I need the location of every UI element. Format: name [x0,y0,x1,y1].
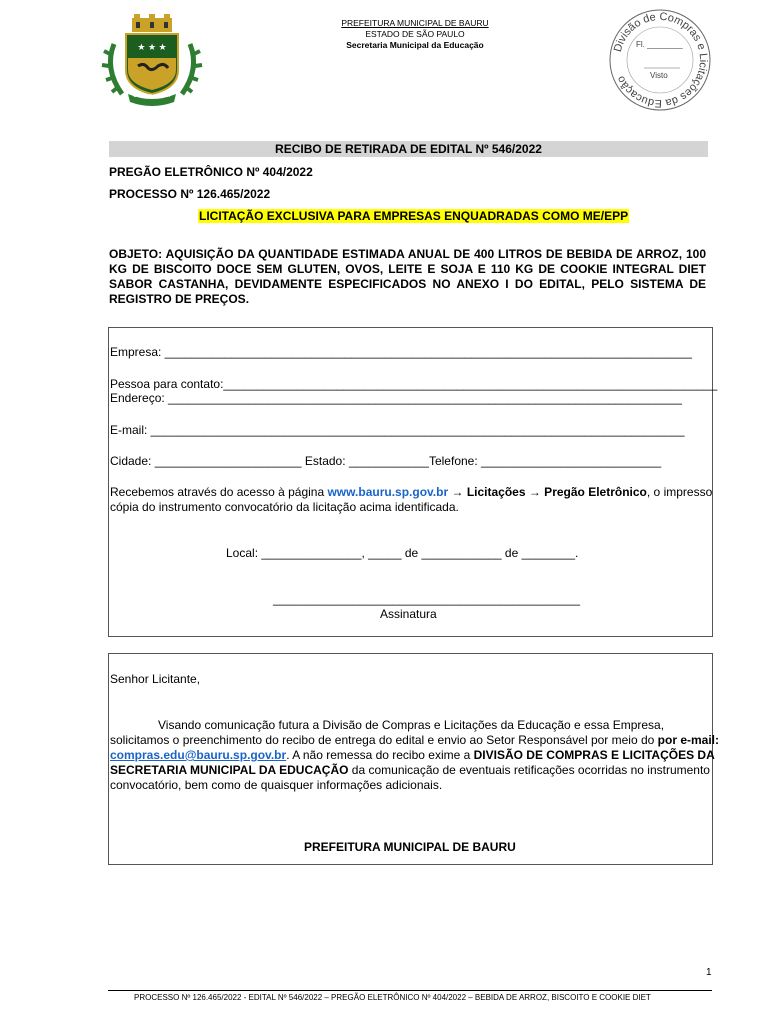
signature-line: ______________________________________________ [273,592,580,606]
notice-p2-text: solicitamos o preenchimento do recibo de entrega do edital e envio ao Setor Responsável por meio do [110,733,658,747]
header-estado: ESTADO DE SÃO PAULO [365,29,465,39]
division-stamp [608,8,712,112]
notice-p2-bold: por e-mail: [657,733,720,747]
header-prefeitura: PREFEITURA MUNICIPAL DE BAURU [341,18,489,28]
municipal-crest [100,14,204,106]
footer-text: PROCESSO Nº 126.465/2022 - EDITAL Nº 546/2022 – PREGÃO ELETRÔNICO Nº 404/2022 – BEBIDA DE ARROZ, BISCOITO E COOKIE DIET [134,993,651,1002]
notice-p3 [110,748,715,762]
notice-p3-text: . A não remessa do recibo exime a [286,748,474,762]
recebemos-line2: cópia do instrumento convocatório da licitação acima identificada. [110,500,459,514]
pregao-title: PREGÃO ELETRÔNICO Nº 404/2022 [109,165,313,179]
notice-p4-text: da comunicação de eventuais retificações ocorridas no instrumento [348,763,710,777]
objeto-paragraph: OBJETO: AQUISIÇÃO DA QUANTIDADE ESTIMADA ANUAL DE 400 LITROS DE BEBIDA DE ARROZ, 100 KG DE BISCOITO DOCE SEM GLUTEN, OVOS, LEITE E SOJA E 110 KG DE COOKIE INTEGRAL DIET SABOR CASTANHA, DEVIDAMENTE ESPECIFICADOS NO ANEXO I DO EDITAL, PELO SISTEMA DE REGISTRO DE PREÇOS. [109,247,706,306]
endereco-field[interactable]: Endereço: _____________________________________________________________________________ [110,391,682,405]
notice-p3-bold: DIVISÃO DE COMPRAS E LICITAÇÕES DA [473,748,715,762]
stamp-visto-label: Visto [650,71,668,80]
svg-text:★ ★ ★: ★ ★ ★ [137,42,167,52]
notice-p1: Visando comunicação futura a Divisão de Compras e Licitações da Educação e essa Empresa, [158,718,665,732]
recebemos-text: Recebemos através do acesso à página [110,485,328,499]
recebemos-line1 [110,485,712,499]
empresa-field[interactable]: Empresa: _______________________________________________________________________________ [110,345,692,359]
svg-text:Divisão de Compras e Licitaçõe: Divisão de Compras e Licitações da Educação [611,10,710,110]
recibo-title-bar [109,141,708,157]
compras-email-link[interactable]: compras.edu@bauru.sp.gov.br [110,748,287,762]
contato-field[interactable]: Pessoa para contato:__________________________________________________________________________ [110,377,718,391]
footer-rule [108,990,712,991]
local-date-field[interactable]: Local: _______________, _____ de ____________ de ________. [226,546,579,560]
recibo-title: RECIBO DE RETIRADA DE EDITAL Nº 546/2022 [275,142,542,156]
notice-p4-bold: SECRETARIA MUNICIPAL DA EDUCAÇÃO [110,763,349,777]
recebemos-path: → Licitações → Pregão Eletrônico [448,485,647,499]
page-number: 1 [706,967,712,978]
notice-p4 [110,763,710,777]
header-secretaria: Secretaria Municipal da Educação [346,40,484,50]
bauru-site-link[interactable]: www.bauru.sp.gov.br [327,485,449,499]
recebemos-tail: , o impresso [646,485,713,499]
cidade-estado-telefone-field[interactable]: Cidade: ______________________ Estado: ____________Telefone: ___________________________ [110,454,662,468]
stamp-fl-label: Fl. ________ [636,40,683,49]
email-field[interactable]: E-mail: ________________________________________________________________________________ [110,423,685,437]
notice-signature: PREFEITURA MUNICIPAL DE BAURU [304,840,516,854]
processo-title: PROCESSO Nº 126.465/2022 [109,187,271,201]
form-box [108,327,713,637]
notice-salutation: Senhor Licitante, [110,672,201,686]
notice-p2 [110,733,719,747]
notice-p5: convocatório, bem como de quaisquer informações adicionais. [110,778,443,792]
crest-motto: CUSTOS VIGILAT [133,93,171,98]
assinatura-label: Assinatura [380,607,437,621]
exclusiva-banner: LICITAÇÃO EXCLUSIVA PARA EMPRESAS ENQUADRADAS COMO ME/EPP [199,209,629,223]
